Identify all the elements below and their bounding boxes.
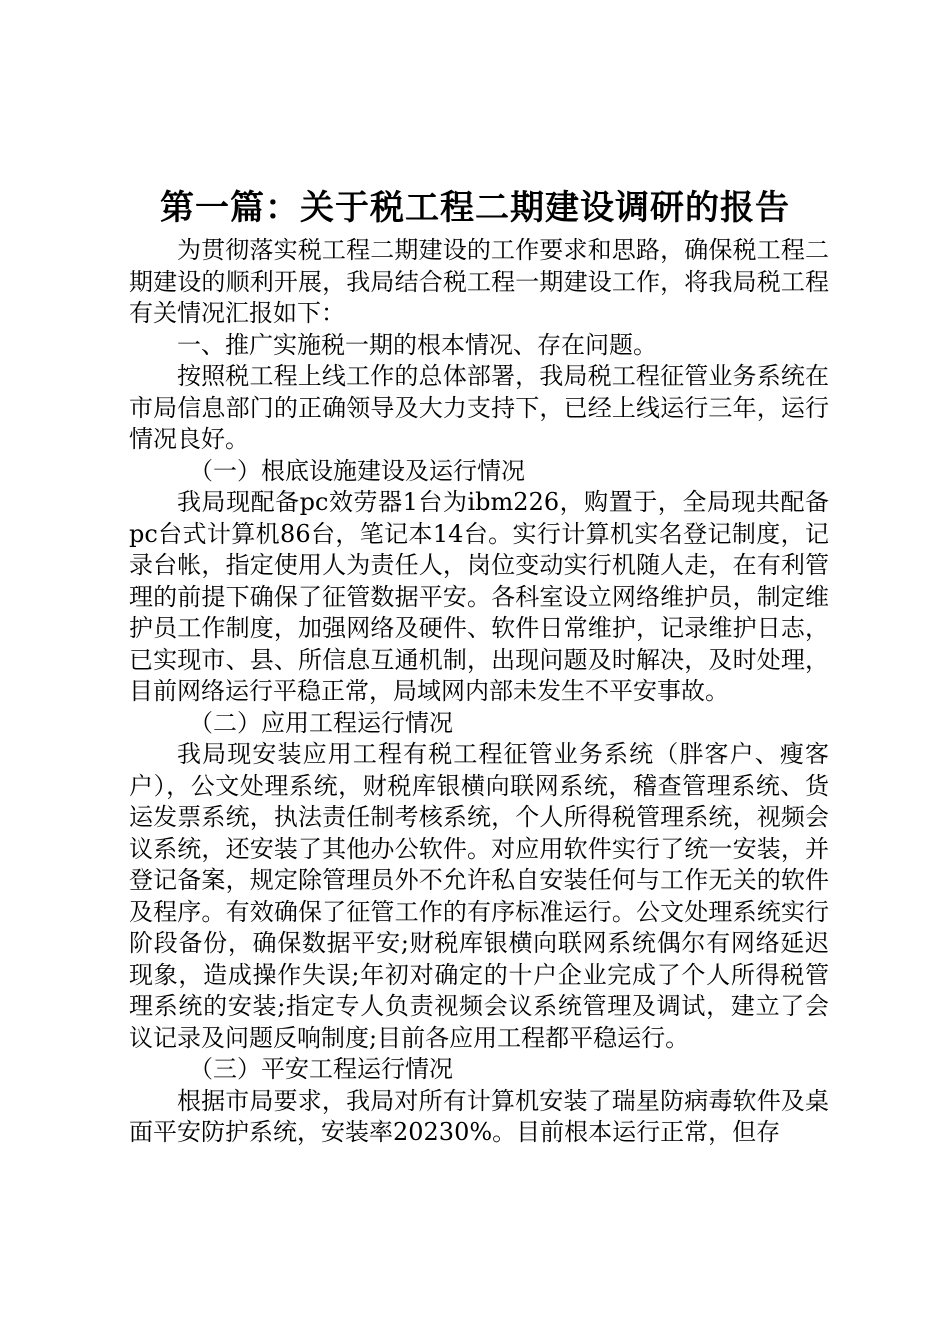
paragraph-infrastructure: 我局现配备pc效劳器1台为ibm226，购置于，全局现共配备pc台式计算机86台，笔记本14台。实行计算机实名登记制度，记录台帐，指定使用人为责任人，岗位变动实行机随人走，在有利管理的前提下确保了征管数据平安。各科室设立网络维护员，制定维护员工作制度，加强网络及硬件、软件日常维护，记录维护日志，已实现市、县、所信息互通机制，出现问题及时解决，及时处理，目前网络运行平稳正常，局域网内部未发生不平安事故。 — [129, 488, 829, 705]
document-title: 第一篇：关于税工程二期建设调研的报告 — [160, 188, 790, 228]
subsection-heading-applications: （二）应用工程运行情况 — [189, 708, 453, 737]
subsection-heading-security: （三）平安工程运行情况 — [189, 1055, 453, 1083]
paragraph-overview: 按照税工程上线工作的总体部署，我局税工程征管业务系统在市局信息部门的正确领导及大力支持下，已经上线运行三年，运行情况良好。 — [129, 362, 829, 453]
paragraph-intro: 为贯彻落实税工程二期建设的工作要求和思路，确保税工程二期建设的顺利开展，我局结合税工程一期建设工作，将我局税工程有关情况汇报如下： — [129, 236, 829, 327]
section-heading-1: 一、推广实施税一期的根本情况、存在问题。 — [177, 330, 657, 359]
paragraph-applications: 我局现安装应用工程有税工程征管业务系统（胖客户、瘦客户），公文处理系统，财税库银横向联网系统，稽查管理系统、货运发票系统，执法责任制考核系统，个人所得税管理系统，视频会议系统，还安装了其他办公软件。对应用软件实行了统一安装，并登记备案，规定除管理员外不允许私自安装任何与工作无关的软件及程序。有效确保了征管工作的有序标准运行。公文处理系统实行阶段备份，确保数据平安;财税库银横向联网系统偶尔有网络延迟现象，造成操作失误;年初对确定的十户企业完成了个人所得税管理系统的安装;指定专人负责视频会议系统管理及调试，建立了会议记录及问题反响制度;目前各应用工程都平稳运行。 — [129, 740, 829, 1052]
paragraph-security: 根据市局要求，我局对所有计算机安装了瑞星防病毒软件及桌面平安防护系统，安装率20230%。目前根本运行正常，但存 — [129, 1086, 829, 1146]
document-body — [129, 235, 829, 1149]
subsection-heading-infrastructure: （一）根底设施建设及运行情况 — [189, 456, 525, 485]
